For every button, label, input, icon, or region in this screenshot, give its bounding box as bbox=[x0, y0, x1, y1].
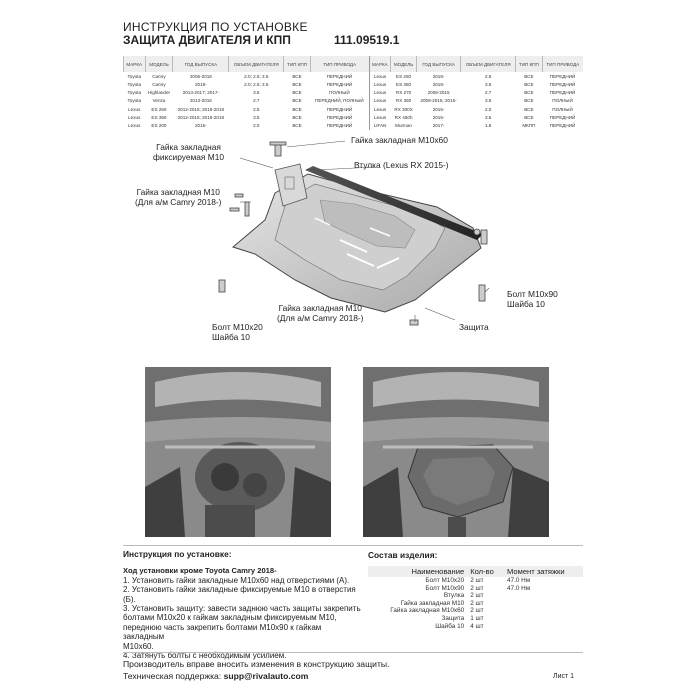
compat-col-header: ТИП ПРИВОДА bbox=[310, 56, 369, 72]
compat-cell: ES 350 bbox=[151, 115, 167, 121]
compat-cell: ВСЕ bbox=[524, 73, 534, 79]
support-label: Техническая поддержка: bbox=[123, 671, 222, 681]
compat-cell: Lexus bbox=[369, 89, 391, 97]
compat-row bbox=[124, 113, 584, 121]
compat-cell: ПЕРЕДНИЙ bbox=[326, 123, 353, 129]
compat-cell: 2.5 bbox=[253, 106, 260, 112]
compat-cell: 2017- bbox=[432, 123, 445, 129]
compat-cell: ВСЕ bbox=[524, 115, 534, 121]
label-bushing: Втулка (Lexus RX 2015-) bbox=[354, 160, 449, 170]
compat-cell: ВСЕ bbox=[524, 106, 534, 112]
instruction-steps bbox=[123, 576, 363, 661]
compat-cell: Lexus bbox=[369, 113, 391, 121]
compat-cell: Toyota bbox=[127, 81, 142, 87]
compat-cell: RX 270 bbox=[395, 90, 412, 96]
parts-heading: Состав изделия: bbox=[368, 550, 438, 560]
parts-cell bbox=[504, 600, 583, 608]
compat-cell: ПЕРЕДНИЙ bbox=[549, 123, 576, 129]
parts-cell: Болт М10х90 bbox=[425, 584, 465, 592]
parts-list bbox=[368, 550, 583, 630]
compat-cell: RX 300X bbox=[394, 106, 413, 112]
instruction-step: 3. Установить защиту: завести заднюю часть защиты закрепить bbox=[123, 604, 361, 614]
compat-cell: Lexus bbox=[128, 106, 141, 112]
compat-cell: 2013-2016 bbox=[189, 98, 212, 104]
compat-cell: Lexus bbox=[128, 115, 141, 121]
instruction-step: болтами М10х20 к гайкам закладным фиксируемым М10, bbox=[123, 613, 337, 623]
parts-cell: 1 шт bbox=[470, 614, 484, 622]
compat-cell: 2015- bbox=[194, 123, 207, 129]
compat-cell: ES 350 bbox=[396, 81, 412, 87]
parts-row bbox=[368, 577, 583, 585]
compat-cell: ВСЕ bbox=[292, 90, 302, 96]
label-nut-m10-fixed: Гайка закладная фиксируемая М10 bbox=[153, 142, 225, 162]
compat-cell: 3.5 bbox=[253, 90, 260, 96]
page-title: ИНСТРУКЦИЯ ПО УСТАНОВКЕ bbox=[123, 20, 308, 34]
compat-cell: 2015- bbox=[432, 106, 445, 112]
label-bolt-m10x20: Болт М10х20 Шайба 10 bbox=[212, 322, 263, 342]
compat-cell: 2008-2015; 2015- bbox=[420, 98, 457, 104]
instructions-subheading: Ход установки кроме Toyota Camry 2018- bbox=[123, 566, 277, 576]
compat-cell: 2012-2015; 2015-2018 bbox=[177, 115, 225, 121]
compat-cell: 2013-2017; 2017- bbox=[182, 90, 219, 96]
parts-col-header: Момент затяжки bbox=[504, 566, 583, 577]
compat-cell: ПЕРЕДНИЙ, ПОЛНЫЙ bbox=[315, 98, 364, 104]
compat-cell: RX 450h bbox=[394, 115, 413, 121]
compat-cell: 2012-2015; 2015-2018 bbox=[177, 106, 225, 112]
parts-row bbox=[368, 592, 583, 600]
compat-cell: 3.5 bbox=[253, 115, 260, 121]
compat-cell: ПЕРЕДНИЙ bbox=[326, 81, 353, 87]
compat-cell: ВСЕ bbox=[292, 73, 302, 79]
exploded-diagram bbox=[115, 130, 585, 365]
compat-cell: 1.8 bbox=[484, 123, 492, 129]
parts-cell: 47.0 Нм bbox=[506, 584, 531, 592]
instruction-step: переднюю часть закрепить болтами М10х90 к гайкам закладным bbox=[123, 622, 322, 642]
compat-cell: ВСЕ bbox=[524, 98, 534, 104]
installation-instructions bbox=[123, 550, 363, 660]
compat-cell: ПЕРЕДНИЙ bbox=[549, 73, 576, 79]
compat-col-header: ТИП КПП bbox=[516, 56, 542, 72]
compat-cell: ПЕРЕДНИЙ bbox=[549, 115, 576, 121]
parts-col-header: Наименование bbox=[368, 566, 467, 577]
parts-row bbox=[368, 607, 583, 615]
compat-row bbox=[124, 80, 584, 88]
compat-cell: ES 250 bbox=[396, 73, 412, 79]
label-nut-m10-camry-2: Гайка закладная М10 (Для а/м Camry 2018-) bbox=[277, 303, 364, 323]
compat-cell: Camry bbox=[152, 81, 166, 87]
compat-cell: Lexus bbox=[369, 72, 391, 80]
parts-cell: Втулка bbox=[443, 592, 465, 600]
compat-cell: Toyota bbox=[127, 90, 142, 96]
compat-col-header: ТИП КПП bbox=[284, 56, 310, 72]
compat-cell: ВСЕ bbox=[292, 115, 302, 121]
parts-cell: Гайка закладная М10 bbox=[400, 599, 465, 607]
instructions-heading: Инструкция по установке: bbox=[123, 549, 232, 559]
parts-table bbox=[368, 566, 583, 630]
compat-cell: Venza bbox=[152, 98, 166, 104]
compat-col-header: МОДЕЛЬ bbox=[391, 56, 417, 72]
compat-cell: 2018- bbox=[432, 81, 445, 87]
parts-cell: 2 шт bbox=[470, 607, 484, 615]
compat-cell: 2015- bbox=[432, 115, 445, 121]
parts-col-header: Кол-во bbox=[467, 566, 504, 577]
support-email[interactable]: supp@rivalauto.com bbox=[223, 671, 309, 681]
label-guard: Защита bbox=[459, 322, 489, 332]
compat-row bbox=[124, 122, 584, 130]
compat-row bbox=[124, 89, 584, 97]
compat-col-header: МАРКА bbox=[369, 56, 391, 72]
compat-cell: Highlander bbox=[147, 90, 171, 96]
compat-row bbox=[124, 72, 584, 80]
parts-cell: 2 шт bbox=[470, 592, 484, 600]
parts-cell: Защита bbox=[441, 614, 465, 622]
compat-col-header: ОБЪЕМ ДВИГАТЕЛЯ bbox=[461, 56, 516, 72]
instruction-step: 2. Установить гайки закладные фиксируемые М10 в отверстия (Б). bbox=[123, 585, 356, 604]
compat-cell: ES 200 bbox=[151, 123, 167, 129]
compat-cell: Toyota bbox=[127, 98, 142, 104]
compat-cell: ВСЕ bbox=[292, 106, 302, 112]
compat-cell: 3.5 bbox=[484, 115, 492, 121]
compat-cell: ПЕРЕДНИЙ bbox=[326, 73, 353, 79]
compat-cell: ПЕРЕДНИЙ bbox=[549, 81, 576, 87]
compat-cell: RX 350 bbox=[395, 98, 412, 104]
sheet-number: Лист 1 bbox=[553, 673, 575, 680]
compat-cell: ПЕРЕДНИЙ bbox=[326, 106, 353, 112]
compat-cell: Toyota bbox=[127, 73, 142, 79]
parts-cell bbox=[504, 623, 583, 631]
compat-cell: ПОЛНЫЙ bbox=[552, 98, 573, 104]
compat-cell: Lexus bbox=[369, 105, 391, 113]
compat-cell: 2.7 bbox=[484, 90, 492, 96]
compat-col-header: ГОД ВЫПУСКА bbox=[417, 56, 461, 72]
footer-disclaimer: Производитель вправе вносить изменения в конструкцию защиты. bbox=[123, 659, 390, 669]
compat-col-header: МАРКА bbox=[124, 56, 146, 72]
product-title: ЗАЩИТА ДВИГАТЕЛЯ И КПП bbox=[123, 33, 291, 47]
parts-cell: Шайба 10 bbox=[435, 622, 465, 630]
compat-cell: 2.7 bbox=[253, 98, 260, 104]
parts-cell: 2 шт bbox=[470, 599, 484, 607]
parts-cell bbox=[504, 615, 583, 623]
divider-bottom bbox=[123, 652, 583, 653]
label-nut-m10x60: Гайка закладная М10х60 bbox=[351, 135, 448, 145]
compat-cell: 3.5 bbox=[484, 81, 492, 87]
compat-cell: 2006-2018 bbox=[189, 73, 212, 79]
compat-cell: ПОЛНЫЙ bbox=[329, 90, 350, 96]
compat-cell: МКПП bbox=[522, 123, 536, 129]
compat-cell: 3.5 bbox=[484, 98, 492, 104]
photo-after-install bbox=[363, 367, 549, 537]
compat-cell: Lexus bbox=[128, 123, 141, 129]
compat-cell: 2.0; 2.5; 3.5 bbox=[244, 81, 269, 87]
compat-cell: Murman bbox=[395, 123, 412, 129]
compat-cell: ПОЛНЫЙ bbox=[552, 106, 573, 112]
parts-cell bbox=[504, 592, 583, 600]
compat-row bbox=[124, 105, 584, 113]
compat-cell: ПЕРЕДНИЙ bbox=[326, 115, 353, 121]
label-nut-m10-camry: Гайка закладная М10 (Для а/м Camry 2018-) bbox=[135, 187, 222, 207]
compat-cell: Lexus bbox=[369, 97, 391, 105]
instruction-step: 4. Затянуть болты с необходимым усилием. bbox=[123, 651, 287, 661]
compat-cell: Lexus bbox=[369, 80, 391, 88]
article-number: 111.09519.1 bbox=[334, 33, 400, 47]
parts-row bbox=[368, 585, 583, 593]
compat-col-header: ОБЪЕМ ДВИГАТЕЛЯ bbox=[229, 56, 284, 72]
compat-cell: 2.5 bbox=[484, 73, 492, 79]
parts-row bbox=[368, 615, 583, 623]
compat-cell: ВСЕ bbox=[524, 90, 534, 96]
parts-cell: 47.0 Нм bbox=[506, 577, 531, 584]
parts-cell: 4 шт bbox=[470, 622, 484, 630]
parts-cell: Гайка закладная М10х60 bbox=[390, 607, 465, 615]
compat-col-header: ГОД ВЫПУСКА bbox=[173, 56, 229, 72]
compat-cell: LIFAN bbox=[369, 122, 391, 130]
compat-cell: ВСЕ bbox=[292, 98, 302, 104]
guard-diagram-svg bbox=[115, 130, 585, 365]
divider-top bbox=[123, 545, 583, 546]
compat-cell: 2018- bbox=[432, 73, 445, 79]
compat-cell: 2.0 bbox=[484, 106, 492, 112]
instruction-step: М10х60. bbox=[123, 641, 154, 651]
label-bolt-m10x90: Болт М10х90 Шайба 10 bbox=[507, 289, 558, 309]
compat-cell: ПЕРЕДНИЙ bbox=[549, 90, 576, 96]
compat-cell: ВСЕ bbox=[292, 123, 302, 129]
compat-cell: ВСЕ bbox=[524, 81, 534, 87]
compat-cell: 2018- bbox=[194, 81, 207, 87]
parts-cell: Болт М10х20 bbox=[425, 577, 465, 584]
parts-cell: 2 шт bbox=[470, 584, 484, 592]
compat-col-header: МОДЕЛЬ bbox=[145, 56, 173, 72]
compatibility-table bbox=[123, 56, 583, 130]
instruction-step: 1. Установить гайки закладные М10х60 над отверстиями (А). bbox=[123, 575, 350, 585]
compat-cell: Camry bbox=[152, 73, 166, 79]
parts-cell: 2 шт bbox=[470, 577, 484, 584]
parts-cell bbox=[504, 607, 583, 615]
compat-cell: ВСЕ bbox=[292, 81, 302, 87]
footer-support bbox=[123, 671, 308, 681]
compat-row bbox=[124, 97, 584, 105]
parts-row bbox=[368, 623, 583, 631]
compat-cell: 2008-2015 bbox=[427, 90, 450, 96]
photo-before-install bbox=[145, 367, 331, 537]
compat-col-header: ТИП ПРИВОДА bbox=[542, 56, 583, 72]
compat-cell: 2.0; 2.5; 3.5 bbox=[244, 73, 269, 79]
compat-cell: 2.0 bbox=[253, 123, 260, 129]
compat-cell: ES 250 bbox=[151, 106, 167, 112]
